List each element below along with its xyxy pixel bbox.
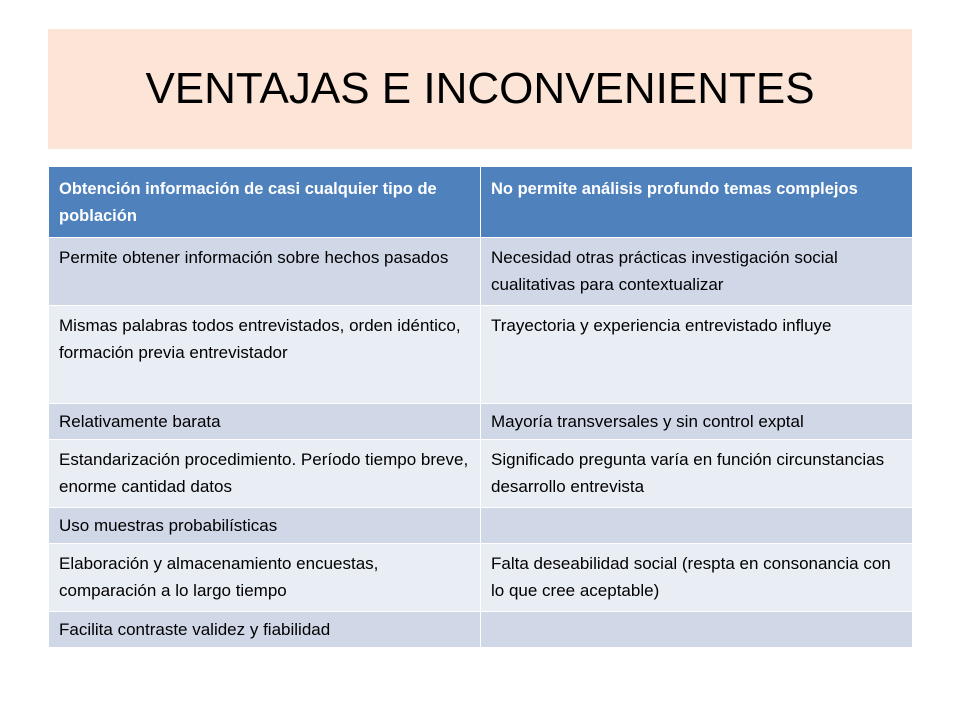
table-row [49, 440, 913, 508]
disadvantage-cell: Significado pregunta varía en función circunstancias desarrollo entrevista [481, 440, 913, 508]
comparison-table [48, 166, 913, 648]
table-row [49, 306, 913, 404]
header-cell-advantages: Obtención información de casi cualquier tipo de población [49, 167, 481, 238]
table-row [49, 508, 913, 544]
advantage-cell: Facilita contraste validez y fiabilidad [49, 612, 481, 648]
disadvantage-cell [481, 508, 913, 544]
disadvantage-cell [481, 612, 913, 648]
advantage-cell: Mismas palabras todos entrevistados, orden idéntico, formación previa entrevistador [49, 306, 481, 404]
table-row [49, 544, 913, 612]
advantage-cell: Elaboración y almacenamiento encuestas, comparación a lo largo tiempo [49, 544, 481, 612]
table-row [49, 404, 913, 440]
table-row [49, 612, 913, 648]
advantage-cell: Relativamente barata [49, 404, 481, 440]
table-header-row [49, 167, 913, 238]
disadvantage-cell: Necesidad otras prácticas investigación social cualitativas para contextualizar [481, 238, 913, 306]
advantage-cell: Uso muestras probabilísticas [49, 508, 481, 544]
advantage-cell: Estandarización procedimiento. Período tiempo breve, enorme cantidad datos [49, 440, 481, 508]
page-title: VENTAJAS E INCONVENIENTES [145, 64, 815, 113]
advantage-cell: Permite obtener información sobre hechos pasados [49, 238, 481, 306]
title-banner [48, 29, 912, 149]
disadvantage-cell: Trayectoria y experiencia entrevistado influye [481, 306, 913, 404]
header-cell-disadvantages: No permite análisis profundo temas complejos [481, 167, 913, 238]
table-row [49, 238, 913, 306]
disadvantage-cell: Falta deseabilidad social (respta en consonancia con lo que cree aceptable) [481, 544, 913, 612]
disadvantage-cell: Mayoría transversales y sin control exptal [481, 404, 913, 440]
